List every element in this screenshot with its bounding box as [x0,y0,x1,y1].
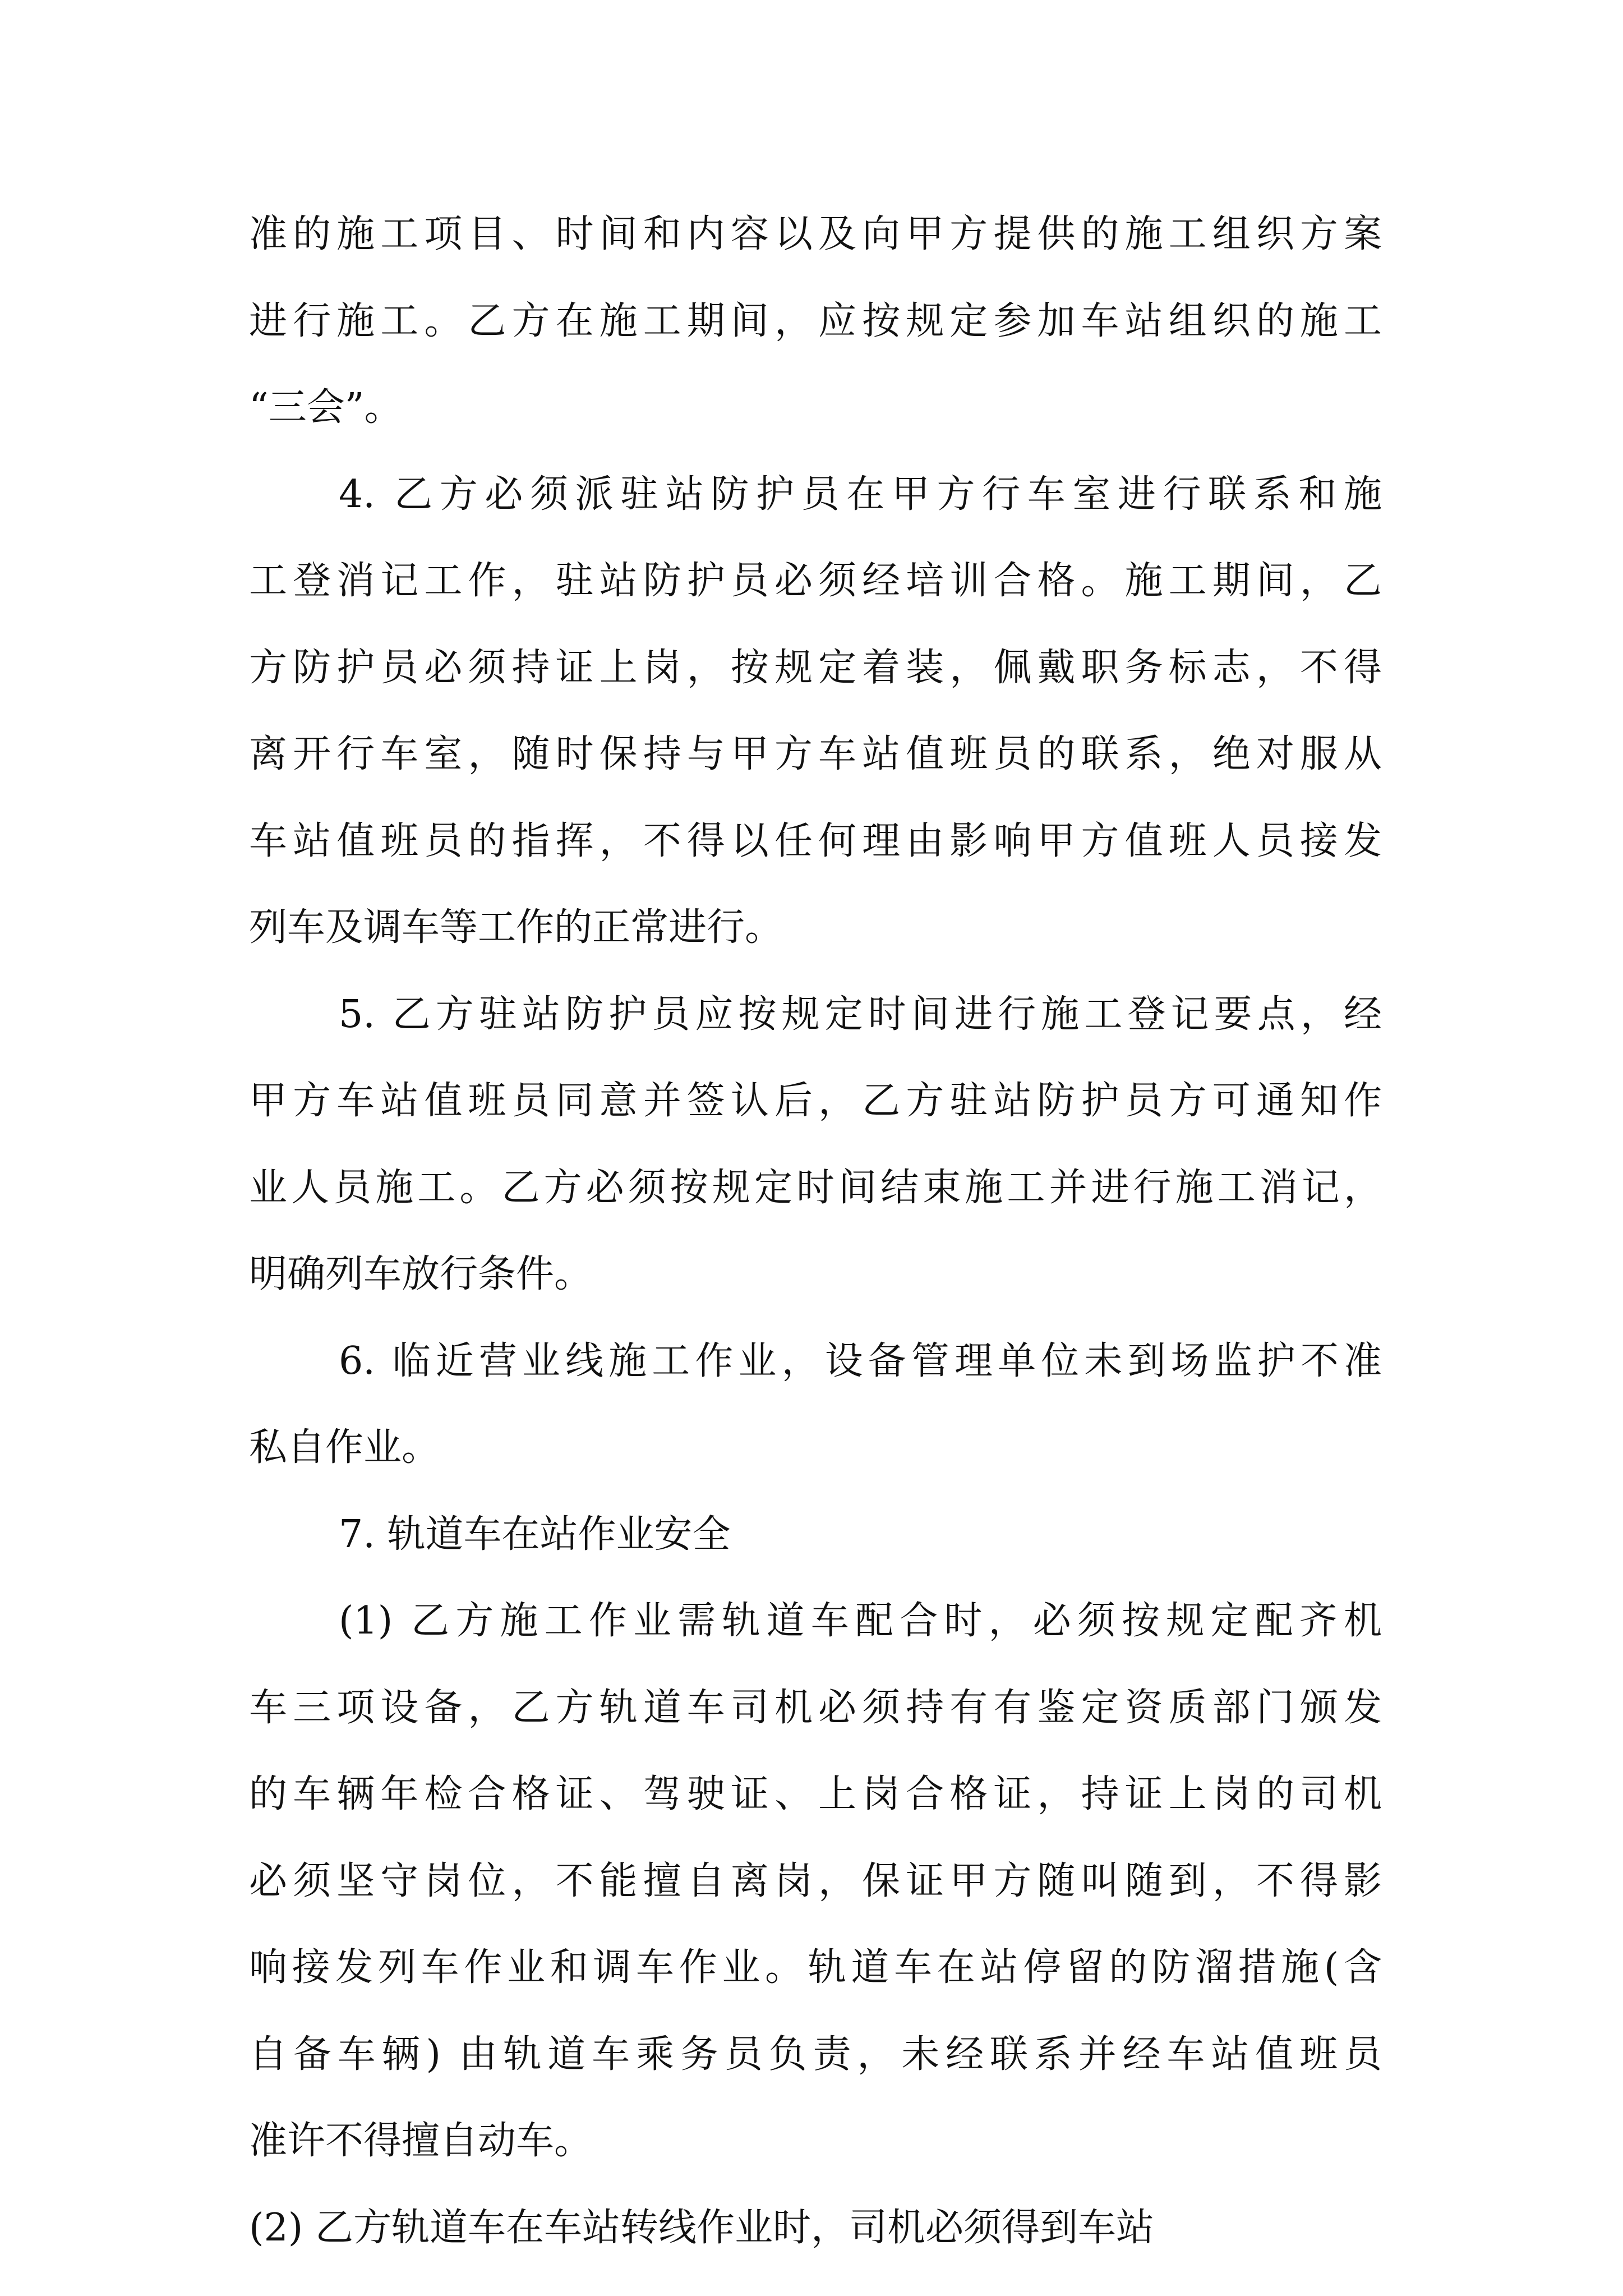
item-2-first-line-overflow: (2) 乙方轨道车在车站转线作业时，司机必须得到车站 [249,2205,1154,2250]
body-text-line: 工登消记工作，驻站防护员必须经培训合格。施工期间，乙 [249,559,1382,603]
paragraph-4-first-line: 4. 乙方必须派驻站防护员在甲方行车室进行联系和施 [339,472,1382,517]
body-text-line-overflow: 准许不得擅自动车。 [249,2119,593,2163]
body-text-line: 响接发列车作业和调车作业。轨道车在站停留的防溜措施(含 [249,1945,1382,1990]
body-text-line: 明确列车放行条件。 [249,1252,593,1296]
paragraph-6-first-line: 6. 临近营业线施工作业，设备管理单位未到场监护不准 [339,1338,1382,1383]
body-text-line: 车站值班员的指挥，不得以任何理由影响甲方值班人员接发 [249,818,1382,863]
body-text-line: 业人员施工。乙方必须按规定时间结束施工并进行施工消记， [249,1165,1382,1210]
body-text-line: 甲方车站值班员同意并签认后，乙方驻站防护员方可通知作 [249,1079,1382,1123]
body-text-line: 进行施工。乙方在施工期间，应按规定参加车站组织的施工 [249,298,1382,343]
body-text-line: 必须坚守岗位，不能擅自离岗，保证甲方随叫随到，不得影 [249,1858,1382,1903]
body-text-line: 私自作业。 [249,1425,440,1470]
body-text-line: 自备车辆) 由轨道车乘务员负责，未经联系并经车站值班员 [249,2032,1382,2077]
body-text-line: 离开行车室，随时保持与甲方车站值班员的联系，绝对服从 [249,732,1382,776]
item-1-first-line: (1) 乙方施工作业需轨道车配合时，必须按规定配齐机 [339,1599,1382,1643]
body-text-line: 准的施工项目、时间和内容以及向甲方提供的施工组织方案 [249,212,1382,256]
body-text-line: 列车及调车等工作的正常进行。 [249,905,783,950]
section-7-heading: 7. 轨道车在站作业安全 [339,1512,731,1557]
body-text-line: 方防护员必须持证上岗，按规定着装，佩戴职务标志，不得 [249,645,1382,690]
body-text-line: 车三项设备，乙方轨道车司机必须持有有鉴定资质部门颁发 [249,1685,1382,1730]
body-text-line: “三会”。 [249,385,403,430]
paragraph-5-first-line: 5. 乙方驻站防护员应按规定时间进行施工登记要点，经 [339,992,1382,1037]
body-text-line: 的车辆年检合格证、驾驶证、上岗合格证，持证上岗的司机 [249,1772,1382,1816]
